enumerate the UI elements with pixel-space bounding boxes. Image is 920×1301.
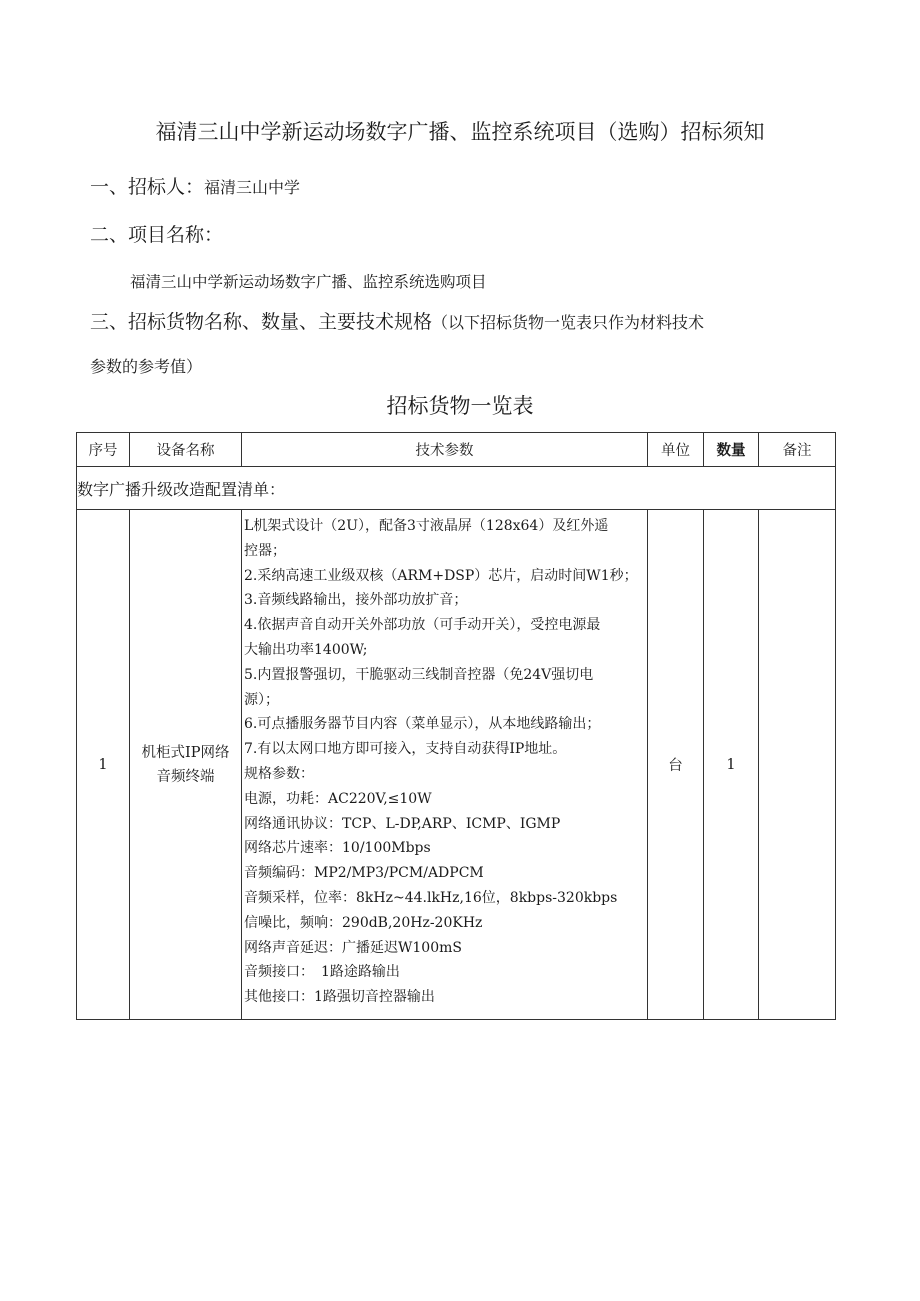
section-1-heading: 一、招标人： — [90, 176, 205, 198]
param-line: 2.采纳高速工业级双核（ARM+DSP）芯片，启动时间W1秒； — [244, 567, 638, 584]
header-device-name: 设备名称 — [130, 433, 242, 467]
section-3 — [90, 307, 704, 334]
param-line: 规格参数： — [244, 765, 314, 782]
document-title: 福清三山中学新运动场数字广播、监控系统项目（选购）招标须知 — [155, 120, 765, 144]
section-3-note-continued: 参数的参考值） — [90, 357, 203, 376]
row-device-name-line2: 音频终端 — [156, 768, 215, 785]
header-remarks: 备注 — [759, 433, 836, 467]
section-3-note: （以下招标货物一览表只作为材料技术 — [432, 313, 705, 332]
param-line: L机架式设计（2U），配备3寸液晶屏（128x64）及红外遥 — [244, 518, 609, 534]
row-tech-params — [242, 510, 648, 1020]
param-line: 网络通讯协议：TCP、L-DP,ARP、ICMP、IGMP — [244, 815, 561, 832]
param-line: 网络声音延迟：广播延迟W100mS — [244, 939, 462, 956]
section-3-heading: 三、招标货物名称、数量、主要技术规格 — [90, 311, 433, 333]
row-device-name-line1: 机柜式IP网络 — [141, 744, 230, 761]
header-tech-params: 技术参数 — [242, 433, 648, 467]
param-line: 电源，功耗：AC220V,≤10W — [244, 790, 432, 807]
row-quantity: 1 — [704, 510, 759, 1020]
row-seq: 1 — [77, 510, 130, 1020]
param-line: 4.依据声音自动开关外部功放（可手动开关），受控电源最 — [244, 617, 601, 634]
section-1-value: 福清三山中学 — [204, 178, 301, 197]
header-unit: 单位 — [648, 433, 704, 467]
header-quantity: 数量 — [704, 433, 759, 467]
param-line: 音频编码：MP2/MP3/PCM/ADPCM — [244, 865, 484, 882]
table-title: 招标货物一览表 — [386, 394, 534, 418]
param-line: 其他接口：1路强切音控器输出 — [244, 989, 435, 1006]
section-2-body: 福清三山中学新运动场数字广播、监控系统选购项目 — [130, 273, 487, 291]
category-row — [77, 467, 836, 510]
row-remarks — [759, 510, 836, 1020]
param-line: 大输出功率1400W; — [244, 641, 368, 658]
section-1 — [90, 172, 300, 199]
table-row — [77, 510, 836, 1020]
header-seq: 序号 — [77, 433, 130, 467]
table-header-row — [77, 433, 836, 467]
param-line: 控器； — [244, 542, 286, 559]
param-line: 音频采样，位率：8kHz~44.lkHz,16位，8kbps-320kbps — [244, 889, 618, 906]
param-line: 3.音频线路输出，接外部功放扩音； — [244, 592, 468, 609]
param-line: 5.内置报警强切，干脆驱动三线制音控器（免24V强切电 — [244, 666, 594, 683]
param-line: 音频接口： 1路途路输出 — [244, 964, 400, 981]
section-2-heading: 二、项目名称： — [90, 224, 224, 246]
param-line: 7.有以太网口地方即可接入，支持自动获得IP地址。 — [244, 741, 567, 758]
param-line: 网络芯片速率：10/100Mbps — [244, 840, 431, 857]
category-label: 数字广播升级改造配置清单： — [77, 467, 836, 510]
param-line: 6.可点播服务器节目内容（菜单显示），从本地线路输出； — [244, 716, 601, 733]
param-line: 源）； — [244, 691, 279, 708]
goods-table — [76, 432, 836, 1020]
row-device-name — [130, 510, 242, 1020]
row-unit: 台 — [648, 510, 704, 1020]
param-line: 信噪比，频响：290dB,20Hz-20KHz — [244, 914, 483, 931]
